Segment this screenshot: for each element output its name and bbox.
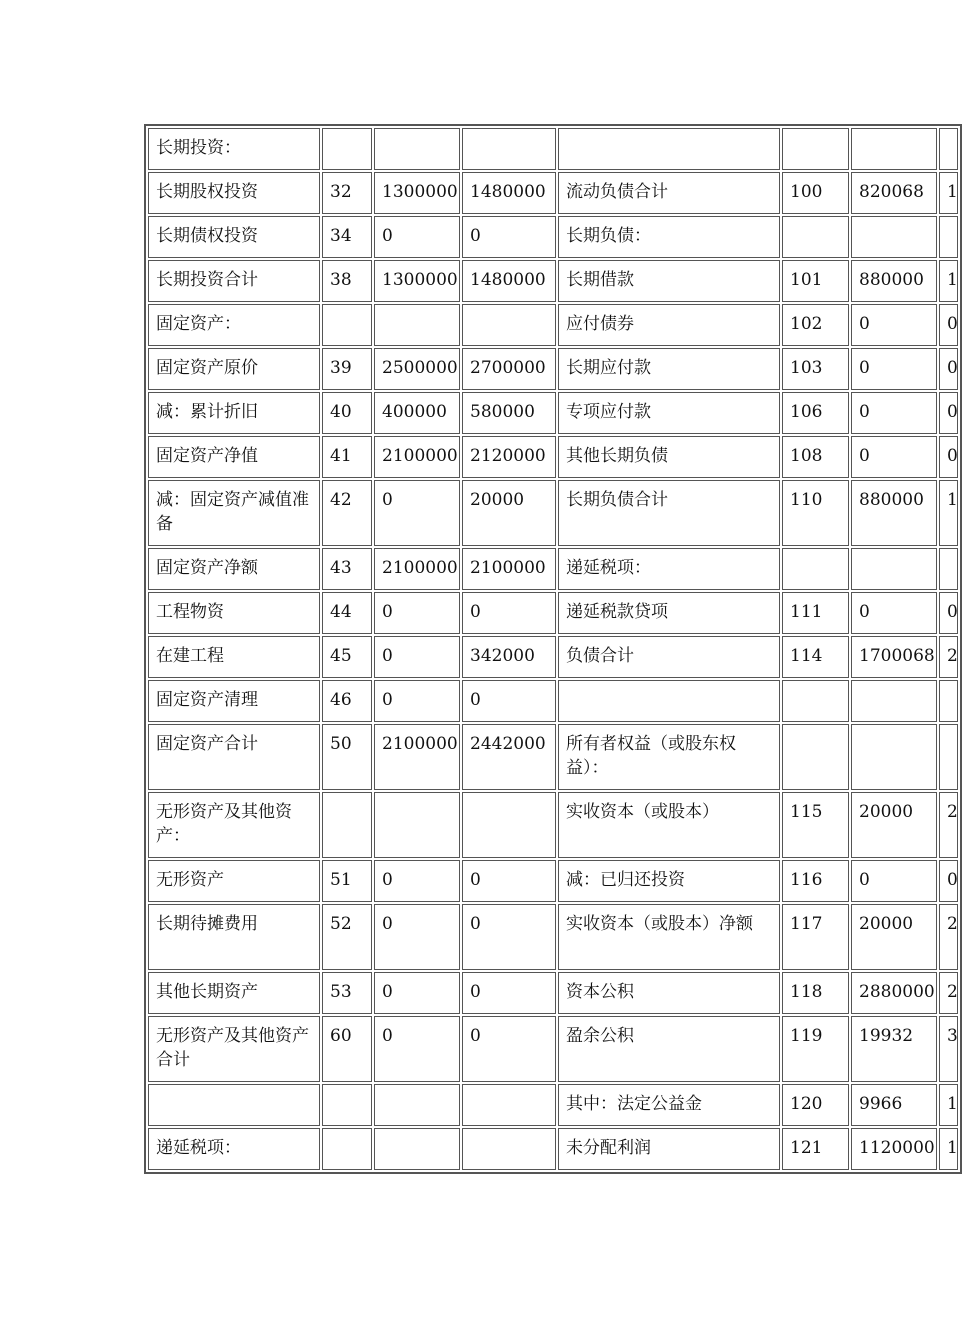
asset-begin-amount: 2100000 <box>374 724 460 790</box>
liability-begin-amount: 0 <box>851 592 937 634</box>
asset-begin-amount <box>374 128 460 170</box>
asset-end-amount: 2700000 <box>462 348 556 390</box>
asset-line-no <box>322 792 372 858</box>
asset-line-no: 44 <box>322 592 372 634</box>
asset-end-amount: 2120000 <box>462 436 556 478</box>
asset-end-amount <box>462 128 556 170</box>
liability-end-amount: 2 <box>939 792 958 858</box>
asset-line-no <box>322 128 372 170</box>
asset-end-amount <box>462 792 556 858</box>
liability-begin-amount <box>851 548 937 590</box>
table-row <box>148 548 958 590</box>
asset-line-no: 52 <box>322 904 372 970</box>
liability-line-no <box>782 680 849 722</box>
balance-sheet-body <box>148 128 958 1170</box>
table-row <box>148 724 958 790</box>
liability-end-amount <box>939 680 958 722</box>
table-row <box>148 172 958 214</box>
asset-begin-amount: 0 <box>374 680 460 722</box>
asset-line-no: 42 <box>322 480 372 546</box>
table-row <box>148 1016 958 1082</box>
table-row <box>148 260 958 302</box>
asset-begin-amount: 2100000 <box>374 548 460 590</box>
asset-end-amount <box>462 304 556 346</box>
asset-begin-amount: 0 <box>374 972 460 1014</box>
asset-begin-amount: 2100000 <box>374 436 460 478</box>
asset-item: 在建工程 <box>148 636 320 678</box>
liability-item: 长期应付款 <box>558 348 780 390</box>
liability-begin-amount: 9966 <box>851 1084 937 1126</box>
asset-begin-amount: 0 <box>374 592 460 634</box>
asset-end-amount: 580000 <box>462 392 556 434</box>
liability-line-no: 115 <box>782 792 849 858</box>
asset-line-no: 50 <box>322 724 372 790</box>
asset-item: 工程物资 <box>148 592 320 634</box>
balance-sheet-viewport <box>144 124 958 1180</box>
liability-end-amount: 0 <box>939 304 958 346</box>
liability-line-no: 120 <box>782 1084 849 1126</box>
table-row <box>148 972 958 1014</box>
table-row <box>148 348 958 390</box>
asset-line-no: 45 <box>322 636 372 678</box>
liability-item: 负债合计 <box>558 636 780 678</box>
liability-line-no: 100 <box>782 172 849 214</box>
liability-begin-amount <box>851 680 937 722</box>
liability-end-amount: 0 <box>939 592 958 634</box>
asset-item: 固定资产原价 <box>148 348 320 390</box>
asset-begin-amount: 1300000 <box>374 172 460 214</box>
liability-item: 盈余公积 <box>558 1016 780 1082</box>
asset-begin-amount: 0 <box>374 216 460 258</box>
liability-end-amount <box>939 128 958 170</box>
liability-end-amount: 3 <box>939 1016 958 1082</box>
liability-line-no: 116 <box>782 860 849 902</box>
liability-item: 未分配利润 <box>558 1128 780 1170</box>
asset-begin-amount: 0 <box>374 1016 460 1082</box>
asset-end-amount: 0 <box>462 860 556 902</box>
liability-item: 其中：法定公益金 <box>558 1084 780 1126</box>
asset-end-amount: 0 <box>462 1016 556 1082</box>
asset-item: 减：固定资产减值准备 <box>148 480 320 546</box>
asset-begin-amount <box>374 1084 460 1126</box>
asset-line-no: 41 <box>322 436 372 478</box>
asset-item: 无形资产 <box>148 860 320 902</box>
table-row <box>148 680 958 722</box>
table-row <box>148 216 958 258</box>
liability-item: 所有者权益（或股东权益）： <box>558 724 780 790</box>
asset-end-amount: 0 <box>462 904 556 970</box>
liability-line-no: 102 <box>782 304 849 346</box>
asset-begin-amount <box>374 1128 460 1170</box>
asset-end-amount: 2100000 <box>462 548 556 590</box>
asset-begin-amount: 0 <box>374 860 460 902</box>
asset-item: 无形资产及其他资产： <box>148 792 320 858</box>
liability-begin-amount: 0 <box>851 392 937 434</box>
liability-item: 实收资本（或股本） <box>558 792 780 858</box>
liability-item: 其他长期负债 <box>558 436 780 478</box>
asset-end-amount: 20000 <box>462 480 556 546</box>
liability-end-amount: 0 <box>939 348 958 390</box>
asset-item: 递延税项： <box>148 1128 320 1170</box>
liability-item: 实收资本（或股本）净额 <box>558 904 780 970</box>
liability-item: 应付债券 <box>558 304 780 346</box>
liability-begin-amount: 880000 <box>851 260 937 302</box>
liability-item: 流动负债合计 <box>558 172 780 214</box>
asset-line-no: 40 <box>322 392 372 434</box>
liability-begin-amount <box>851 216 937 258</box>
asset-end-amount: 0 <box>462 680 556 722</box>
asset-item: 固定资产清理 <box>148 680 320 722</box>
table-row <box>148 636 958 678</box>
liability-line-no: 117 <box>782 904 849 970</box>
liability-end-amount <box>939 724 958 790</box>
asset-item: 长期投资： <box>148 128 320 170</box>
liability-end-amount: 2 <box>939 636 958 678</box>
asset-item: 减：累计折旧 <box>148 392 320 434</box>
liability-line-no <box>782 548 849 590</box>
liability-begin-amount: 0 <box>851 304 937 346</box>
liability-line-no: 101 <box>782 260 849 302</box>
asset-item: 长期待摊费用 <box>148 904 320 970</box>
asset-line-no <box>322 1084 372 1126</box>
liability-end-amount <box>939 548 958 590</box>
liability-line-no <box>782 724 849 790</box>
liability-line-no: 106 <box>782 392 849 434</box>
liability-line-no: 103 <box>782 348 849 390</box>
liability-begin-amount: 19932 <box>851 1016 937 1082</box>
table-row <box>148 860 958 902</box>
asset-line-no: 46 <box>322 680 372 722</box>
asset-line-no: 32 <box>322 172 372 214</box>
asset-end-amount: 2442000 <box>462 724 556 790</box>
asset-item: 长期股权投资 <box>148 172 320 214</box>
liability-begin-amount: 20000 <box>851 792 937 858</box>
asset-item: 固定资产净值 <box>148 436 320 478</box>
asset-item: 无形资产及其他资产合计 <box>148 1016 320 1082</box>
table-row <box>148 1128 958 1170</box>
table-row <box>148 592 958 634</box>
asset-end-amount: 0 <box>462 216 556 258</box>
table-row <box>148 436 958 478</box>
liability-begin-amount: 1700068 <box>851 636 937 678</box>
asset-line-no: 39 <box>322 348 372 390</box>
table-row <box>148 904 958 970</box>
asset-line-no <box>322 304 372 346</box>
asset-end-amount: 1480000 <box>462 260 556 302</box>
liability-item: 递延税款贷项 <box>558 592 780 634</box>
liability-begin-amount: 20000 <box>851 904 937 970</box>
liability-line-no: 119 <box>782 1016 849 1082</box>
liability-end-amount: 0 <box>939 436 958 478</box>
liability-begin-amount: 0 <box>851 348 937 390</box>
asset-item: 固定资产净额 <box>148 548 320 590</box>
asset-end-amount: 0 <box>462 592 556 634</box>
liability-line-no: 118 <box>782 972 849 1014</box>
liability-begin-amount: 2880000 <box>851 972 937 1014</box>
asset-item: 固定资产： <box>148 304 320 346</box>
liability-begin-amount <box>851 128 937 170</box>
liability-end-amount: 1 <box>939 172 958 214</box>
table-row <box>148 128 958 170</box>
liability-begin-amount: 0 <box>851 860 937 902</box>
liability-item: 递延税项： <box>558 548 780 590</box>
asset-line-no <box>322 1128 372 1170</box>
asset-begin-amount <box>374 304 460 346</box>
liability-line-no: 111 <box>782 592 849 634</box>
liability-end-amount: 1 <box>939 1128 958 1170</box>
liability-end-amount: 1 <box>939 260 958 302</box>
asset-begin-amount <box>374 792 460 858</box>
asset-item: 长期投资合计 <box>148 260 320 302</box>
asset-begin-amount: 0 <box>374 480 460 546</box>
liability-end-amount: 0 <box>939 392 958 434</box>
table-row <box>148 1084 958 1126</box>
liability-end-amount: 1 <box>939 1084 958 1126</box>
liability-end-amount: 1 <box>939 480 958 546</box>
liability-end-amount <box>939 216 958 258</box>
liability-begin-amount: 1120000 <box>851 1128 937 1170</box>
table-row <box>148 480 958 546</box>
asset-line-no: 60 <box>322 1016 372 1082</box>
asset-line-no: 34 <box>322 216 372 258</box>
liability-item: 长期借款 <box>558 260 780 302</box>
liability-item: 专项应付款 <box>558 392 780 434</box>
asset-begin-amount: 2500000 <box>374 348 460 390</box>
liability-line-no <box>782 216 849 258</box>
liability-item: 长期负债合计 <box>558 480 780 546</box>
liability-line-no: 114 <box>782 636 849 678</box>
liability-item: 减：已归还投资 <box>558 860 780 902</box>
liability-item: 资本公积 <box>558 972 780 1014</box>
asset-end-amount <box>462 1128 556 1170</box>
liability-end-amount: 0 <box>939 860 958 902</box>
asset-end-amount: 1480000 <box>462 172 556 214</box>
asset-item: 其他长期资产 <box>148 972 320 1014</box>
table-row <box>148 792 958 858</box>
liability-item <box>558 680 780 722</box>
asset-end-amount <box>462 1084 556 1126</box>
asset-end-amount: 342000 <box>462 636 556 678</box>
liability-line-no <box>782 128 849 170</box>
liability-line-no: 110 <box>782 480 849 546</box>
liability-item <box>558 128 780 170</box>
liability-item: 长期负债： <box>558 216 780 258</box>
liability-begin-amount: 820068 <box>851 172 937 214</box>
asset-begin-amount: 0 <box>374 904 460 970</box>
asset-line-no: 38 <box>322 260 372 302</box>
table-row <box>148 304 958 346</box>
liability-end-amount: 2 <box>939 972 958 1014</box>
asset-item <box>148 1084 320 1126</box>
asset-end-amount: 0 <box>462 972 556 1014</box>
liability-line-no: 121 <box>782 1128 849 1170</box>
liability-begin-amount: 880000 <box>851 480 937 546</box>
asset-begin-amount: 1300000 <box>374 260 460 302</box>
asset-line-no: 53 <box>322 972 372 1014</box>
asset-begin-amount: 400000 <box>374 392 460 434</box>
liability-begin-amount: 0 <box>851 436 937 478</box>
asset-line-no: 43 <box>322 548 372 590</box>
asset-line-no: 51 <box>322 860 372 902</box>
liability-begin-amount <box>851 724 937 790</box>
asset-begin-amount: 0 <box>374 636 460 678</box>
liability-line-no: 108 <box>782 436 849 478</box>
asset-item: 固定资产合计 <box>148 724 320 790</box>
asset-item: 长期债权投资 <box>148 216 320 258</box>
liability-end-amount: 2 <box>939 904 958 970</box>
balance-sheet-table <box>144 124 962 1174</box>
table-row <box>148 392 958 434</box>
